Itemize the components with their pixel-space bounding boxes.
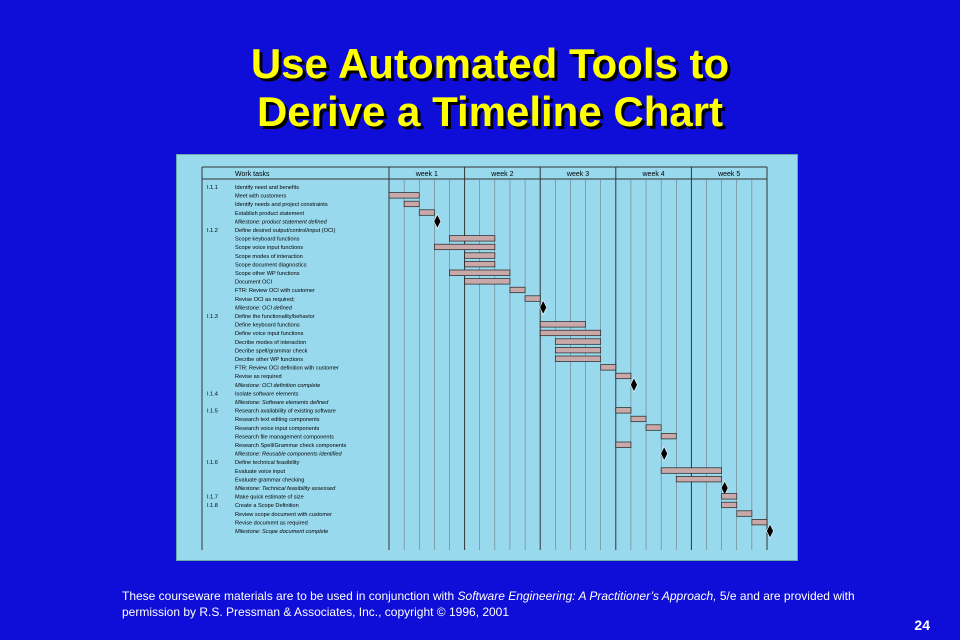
task-name: Identify needs and project constraints [235,202,328,209]
task-name: Revise document as required [235,520,308,527]
copyright-footer [122,588,882,620]
task-name: Make quick estimate of size [235,494,304,501]
slide-title [0,40,960,136]
task-code: I.1.1 [207,185,218,191]
task-name: Revise as required [235,374,282,381]
task-bar [465,279,510,285]
task-code: I.1.7 [207,494,218,501]
milestone-diamond [661,447,668,461]
header-work-tasks: Work tasks [235,171,270,178]
task-bar [555,339,600,345]
task-name: Milestone: product statement defined [235,219,327,226]
task-bar [737,511,752,517]
task-name: Decribe spell/grammar check [235,348,308,355]
task-name: Identify need and benefits [235,185,300,191]
page-number: 24 [914,617,930,633]
task-name: Research Spell/Grammar check components [235,443,347,449]
week-label: week 5 [718,171,741,178]
task-code: I.1.3 [207,314,218,320]
milestone-diamond [434,214,441,228]
milestone-diamond [721,481,728,495]
task-name: Meet with customers [235,193,287,200]
task-name: Establish product statement [235,210,305,217]
task-name: Milestone: OCI definition complete [235,382,321,389]
task-name: Define desired output/control/input (OCI) [235,228,336,234]
week-label: week 3 [566,171,590,178]
task-name: Define voice input functions [235,331,304,338]
task-bar [752,519,767,525]
footer-text-post: 5/e and are provided with permission by R.S. Pressman & Associates, Inc., copyright © 1996, 2001 [122,589,855,619]
task-code: I.1.4 [207,391,218,398]
gantt-chart [177,155,797,560]
week-label: week 4 [642,171,665,178]
task-bar [555,356,600,362]
task-bar [465,261,495,267]
task-bar [419,210,434,216]
milestone-diamond [630,378,637,392]
task-name: Decribe modes of interaction [235,339,307,346]
task-bar [389,193,419,199]
task-bar [646,425,661,431]
task-bar [404,201,419,207]
task-bar [722,502,737,508]
task-name: Define the functionality/behavior [235,314,315,320]
week-label: week 1 [415,171,438,178]
task-name: Research file management components [235,434,334,441]
task-bar [465,253,495,258]
task-bar [540,322,585,328]
task-name: FTR: Review OCI with customer [235,288,315,295]
task-bar [449,270,509,276]
task-name: Milestone: Reusable components identified [235,451,342,458]
task-bar [616,442,631,448]
task-name: Scope voice input functions [235,245,304,252]
task-name: Isolate software elements [235,391,299,398]
task-name: Scope modes of interaction [235,253,303,260]
task-bar [616,373,631,379]
task-name: Research text editing components [235,417,320,424]
task-bar [449,236,494,242]
task-bar [631,416,646,422]
task-bar [540,330,600,336]
task-name: Review scope document with customer [235,511,333,518]
title-line-1: Use Automated Tools to [250,40,730,87]
week-label: week 2 [491,171,514,178]
footer-text-pre: These courseware materials are to be used in conjunction with [122,589,458,603]
task-name: Milestone: Scope document complete [235,529,329,535]
task-name: Scope keyboard functions [235,236,300,243]
task-bar [676,476,721,482]
task-name: Evaluate grammar checking [235,477,305,484]
task-name: Decribe other WP functions [235,357,303,363]
task-code: I.1.5 [207,408,218,415]
task-name: Define technical feasibility [235,460,300,467]
task-name: Milestone: Technical feasibility assessed [235,486,336,492]
task-name: Create a Scope Definition [235,503,299,510]
task-name: Evaluate voice input [235,468,286,475]
milestone-diamond [540,300,547,314]
task-name: Document OCI [235,279,272,286]
task-name: FTR: Review OCI definition with customer [235,365,339,372]
task-name: Research availability of existing software [235,408,336,415]
task-bar [434,244,494,250]
task-name: Scope document diagnostics [235,262,307,269]
task-bar [525,296,540,302]
task-code: I.1.8 [207,503,218,510]
task-name: Define keyboard functions [235,322,300,329]
milestone-diamond [767,524,774,538]
task-bar [616,408,631,414]
task-bar [722,494,737,500]
task-name: Scope other WP functions [235,271,300,277]
task-name: Milestone: Software elements defined [235,400,329,406]
footer-book-title: Software Engineering: A Practitioner’s Approach, [457,589,717,603]
gantt-chart-panel [176,154,798,561]
task-bar [555,347,600,353]
task-code: I.1.2 [207,228,218,234]
title-line-2: Derive a Timeline Chart [256,88,724,135]
task-bar [661,433,676,439]
task-bar [661,468,721,474]
task-name: Research voice input components [235,425,320,432]
task-name: Milestone: OCI defined [235,305,292,312]
task-bar [510,287,525,293]
task-bar [601,365,616,371]
task-name: Revise OCI as required; [235,296,295,303]
task-code: I.1.6 [207,460,218,467]
